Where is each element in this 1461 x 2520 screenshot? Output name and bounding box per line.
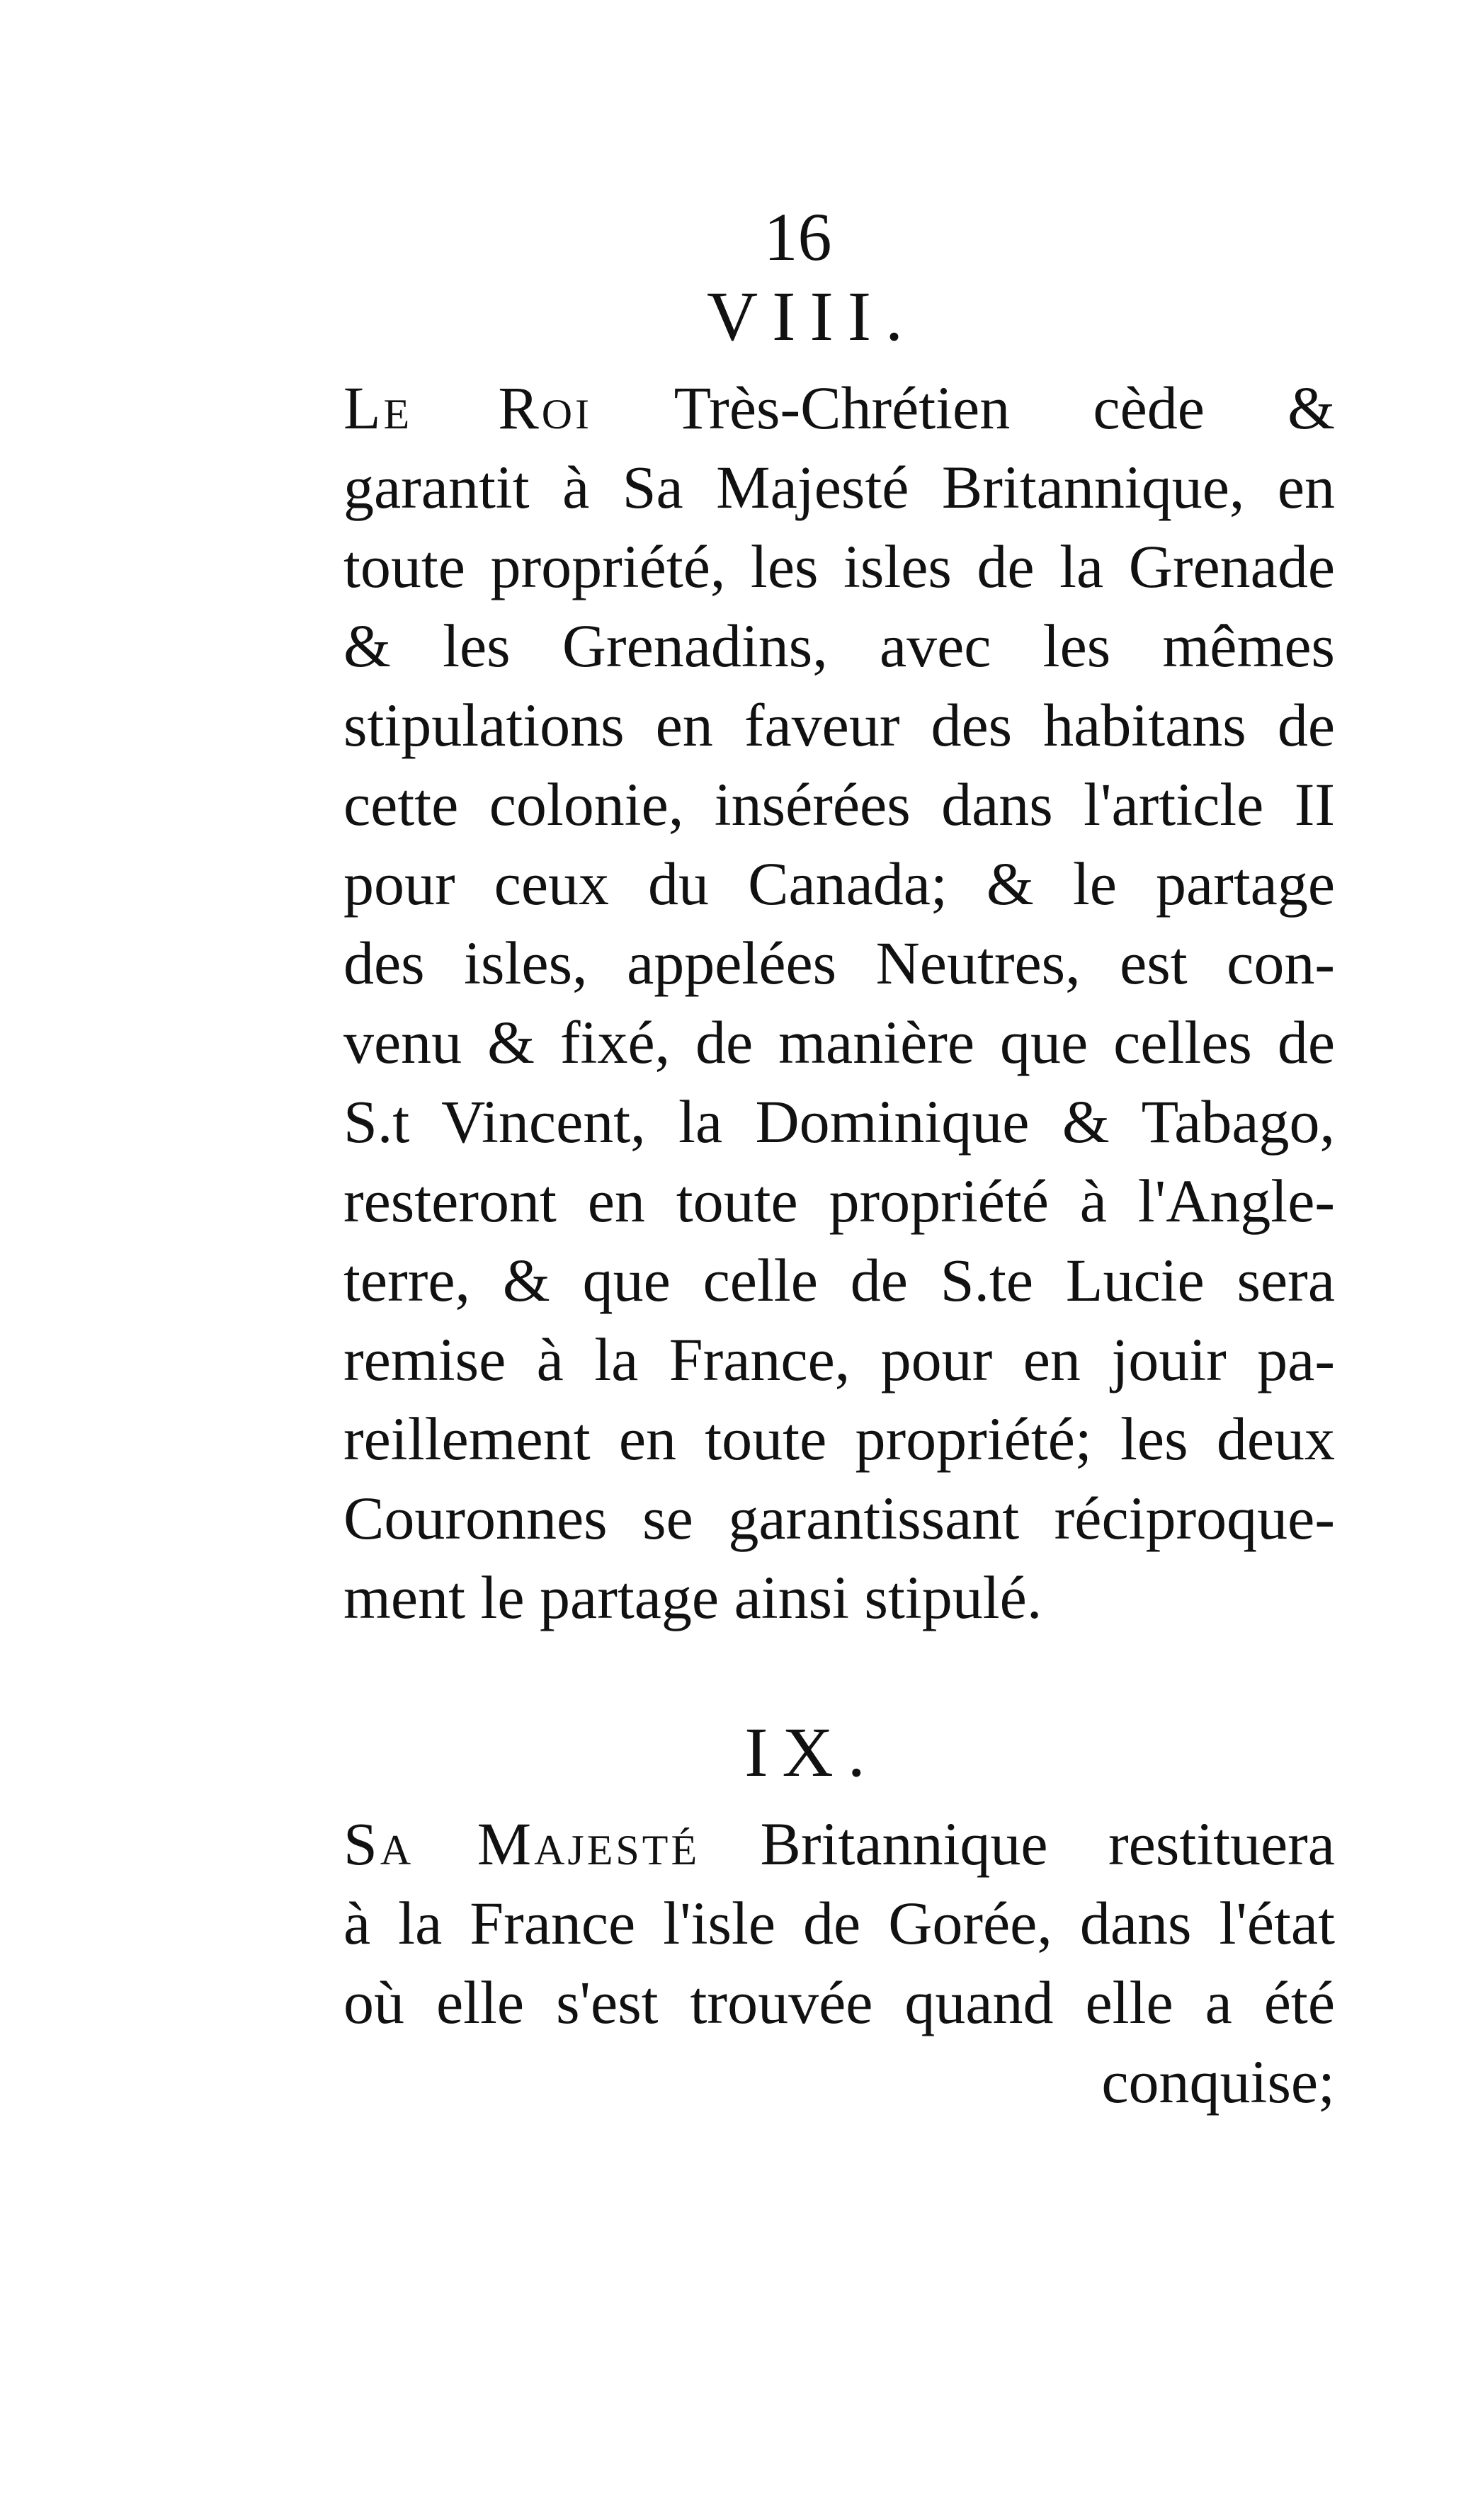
article-heading-ix: IX. [744,1713,880,1791]
catchword: conquise; [1101,2048,1335,2116]
text-line: S.t Vincent, la Dominique & Tabago, [343,1088,1335,1156]
page-number: 16 [763,199,832,275]
text-line: cette colonie, insérées dans l'article II [343,770,1335,838]
text-line: pour ceux du Canada; & le partage [343,850,1335,918]
text-line: des isles, appelées Neutres, est con- [343,929,1335,997]
text-line: garantit à Sa Majesté Britannique, en [343,453,1335,521]
text-line: reillement en toute propriété; les deux [343,1405,1335,1473]
text-line: ment le partage ainsi stipulé. [343,1563,1042,1631]
text-line: à la France l'isle de Gorée, dans l'état [343,1889,1335,1957]
text-line: Le Roi Très-Chrétien cède & [343,374,1336,442]
text-line: terre, & que celle de S.te Lucie sera [343,1246,1335,1314]
text-line: remise à la France, pour en jouir pa- [343,1325,1335,1393]
text-line: & les Grenadins, avec les mêmes [343,612,1335,680]
text-line: Sa Majesté Britannique restituera [343,1810,1335,1878]
small-caps-opening: Sa Majesté [343,1810,700,1878]
text-line: où elle s'est trouvée quand elle a été [343,1968,1335,2036]
text-line: stipulations en faveur des habitans de [343,691,1335,759]
text-line: venu & fixé, de manière que celles de [343,1008,1335,1076]
text-line: Couronnes se garantissant réciproque- [343,1484,1335,1552]
text-line: resteront en toute propriété à l'Angle- [343,1167,1335,1235]
text-line: toute propriété, les isles de la Grenade [343,532,1335,600]
article-heading-viii: VIII. [706,277,918,355]
small-caps-opening: Le Roi [343,374,593,442]
